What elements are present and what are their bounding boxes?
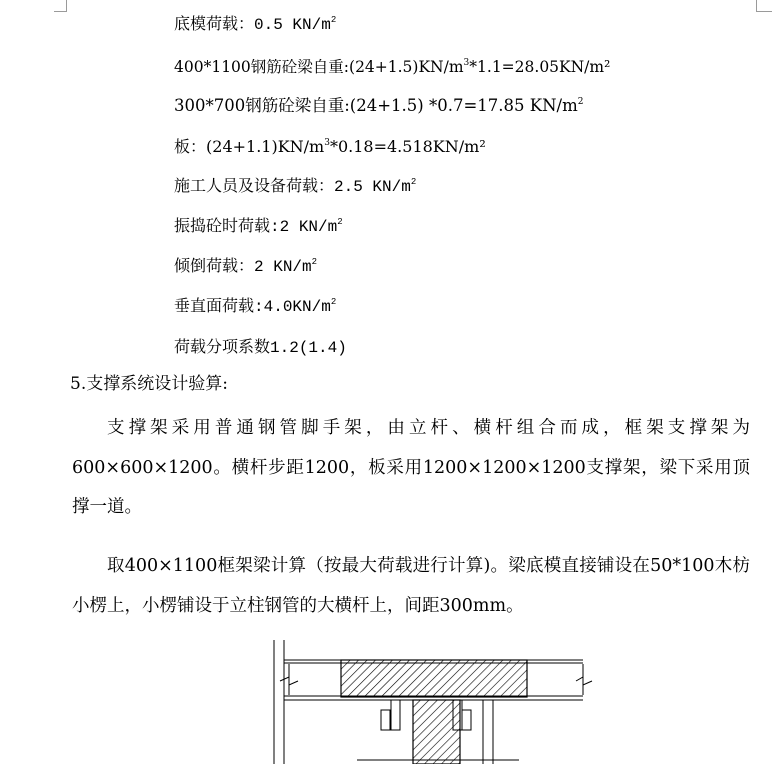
load-item-value: (24+1.5)KN/m [349, 58, 464, 76]
load-item-label: 板： [174, 137, 207, 156]
unit-exponent: 2 [410, 177, 417, 187]
load-item-label: 底模荷载： [174, 16, 255, 34]
load-item-label: 400*1100钢筋砼梁自重: [174, 58, 350, 76]
unit-exponent: 2 [337, 217, 343, 227]
load-item-label: 300*700钢筋砼梁自重: [174, 96, 350, 115]
load-item-value: 2 KN/m [254, 258, 312, 276]
load-item-value: 2 KN/m [279, 218, 338, 236]
beam-web-hatched [413, 700, 460, 764]
load-item-suffix: *0.18=4.518KN/m² [329, 137, 486, 156]
load-item-value: (24+1.5) *0.7=17.85 KN/m [349, 96, 578, 115]
load-item-value: 0.5 KN/m [254, 16, 331, 34]
load-item-value: (24+1.1)KN/m [206, 137, 325, 156]
section-heading: 5.支撑系统设计验算: [70, 374, 228, 394]
unit-exponent: 3 [324, 138, 330, 148]
load-item-suffix: *1.1=28.05KN/m² [469, 58, 611, 76]
load-item-label: 振捣砼时荷载: [174, 218, 280, 236]
unit-exponent: 2 [330, 15, 337, 25]
unit-exponent: 2 [577, 97, 584, 107]
beam-section-hatched [341, 660, 527, 697]
paragraph-support-frame: 支撑架采用普通钢管脚手架，由立杆、横杆组合而成，框架支撑架为600×600×1200。横杆步距1200，板采用1200×1200×1200支撑架，梁下采用顶撑一道。 [72, 418, 750, 517]
break-line-left [280, 664, 298, 695]
load-item-label: 荷载分项系数 [174, 339, 271, 357]
paragraph-beam-calc: 取400×1100框架梁计算（按最大荷载进行计算)。梁底模直接铺设在50*100木枋小楞上，小楞铺设于立柱钢管的大横杆上，间距300mm。 [72, 556, 750, 616]
unit-exponent: 3 [463, 58, 470, 68]
unit-exponent: 2 [330, 297, 337, 307]
unit-exponent: 2 [311, 257, 318, 267]
load-item-value: 4.0KN/m [263, 298, 331, 316]
load-item-label: 施工人员及设备荷载： [174, 178, 335, 196]
break-line-right [576, 664, 592, 695]
load-item-value: 2.5 KN/m [334, 178, 411, 196]
load-item-label: 倾倒荷载： [174, 258, 255, 276]
load-item-value: 1.2(1.4) [270, 339, 347, 357]
load-item-label: 垂直面荷载: [174, 298, 264, 316]
